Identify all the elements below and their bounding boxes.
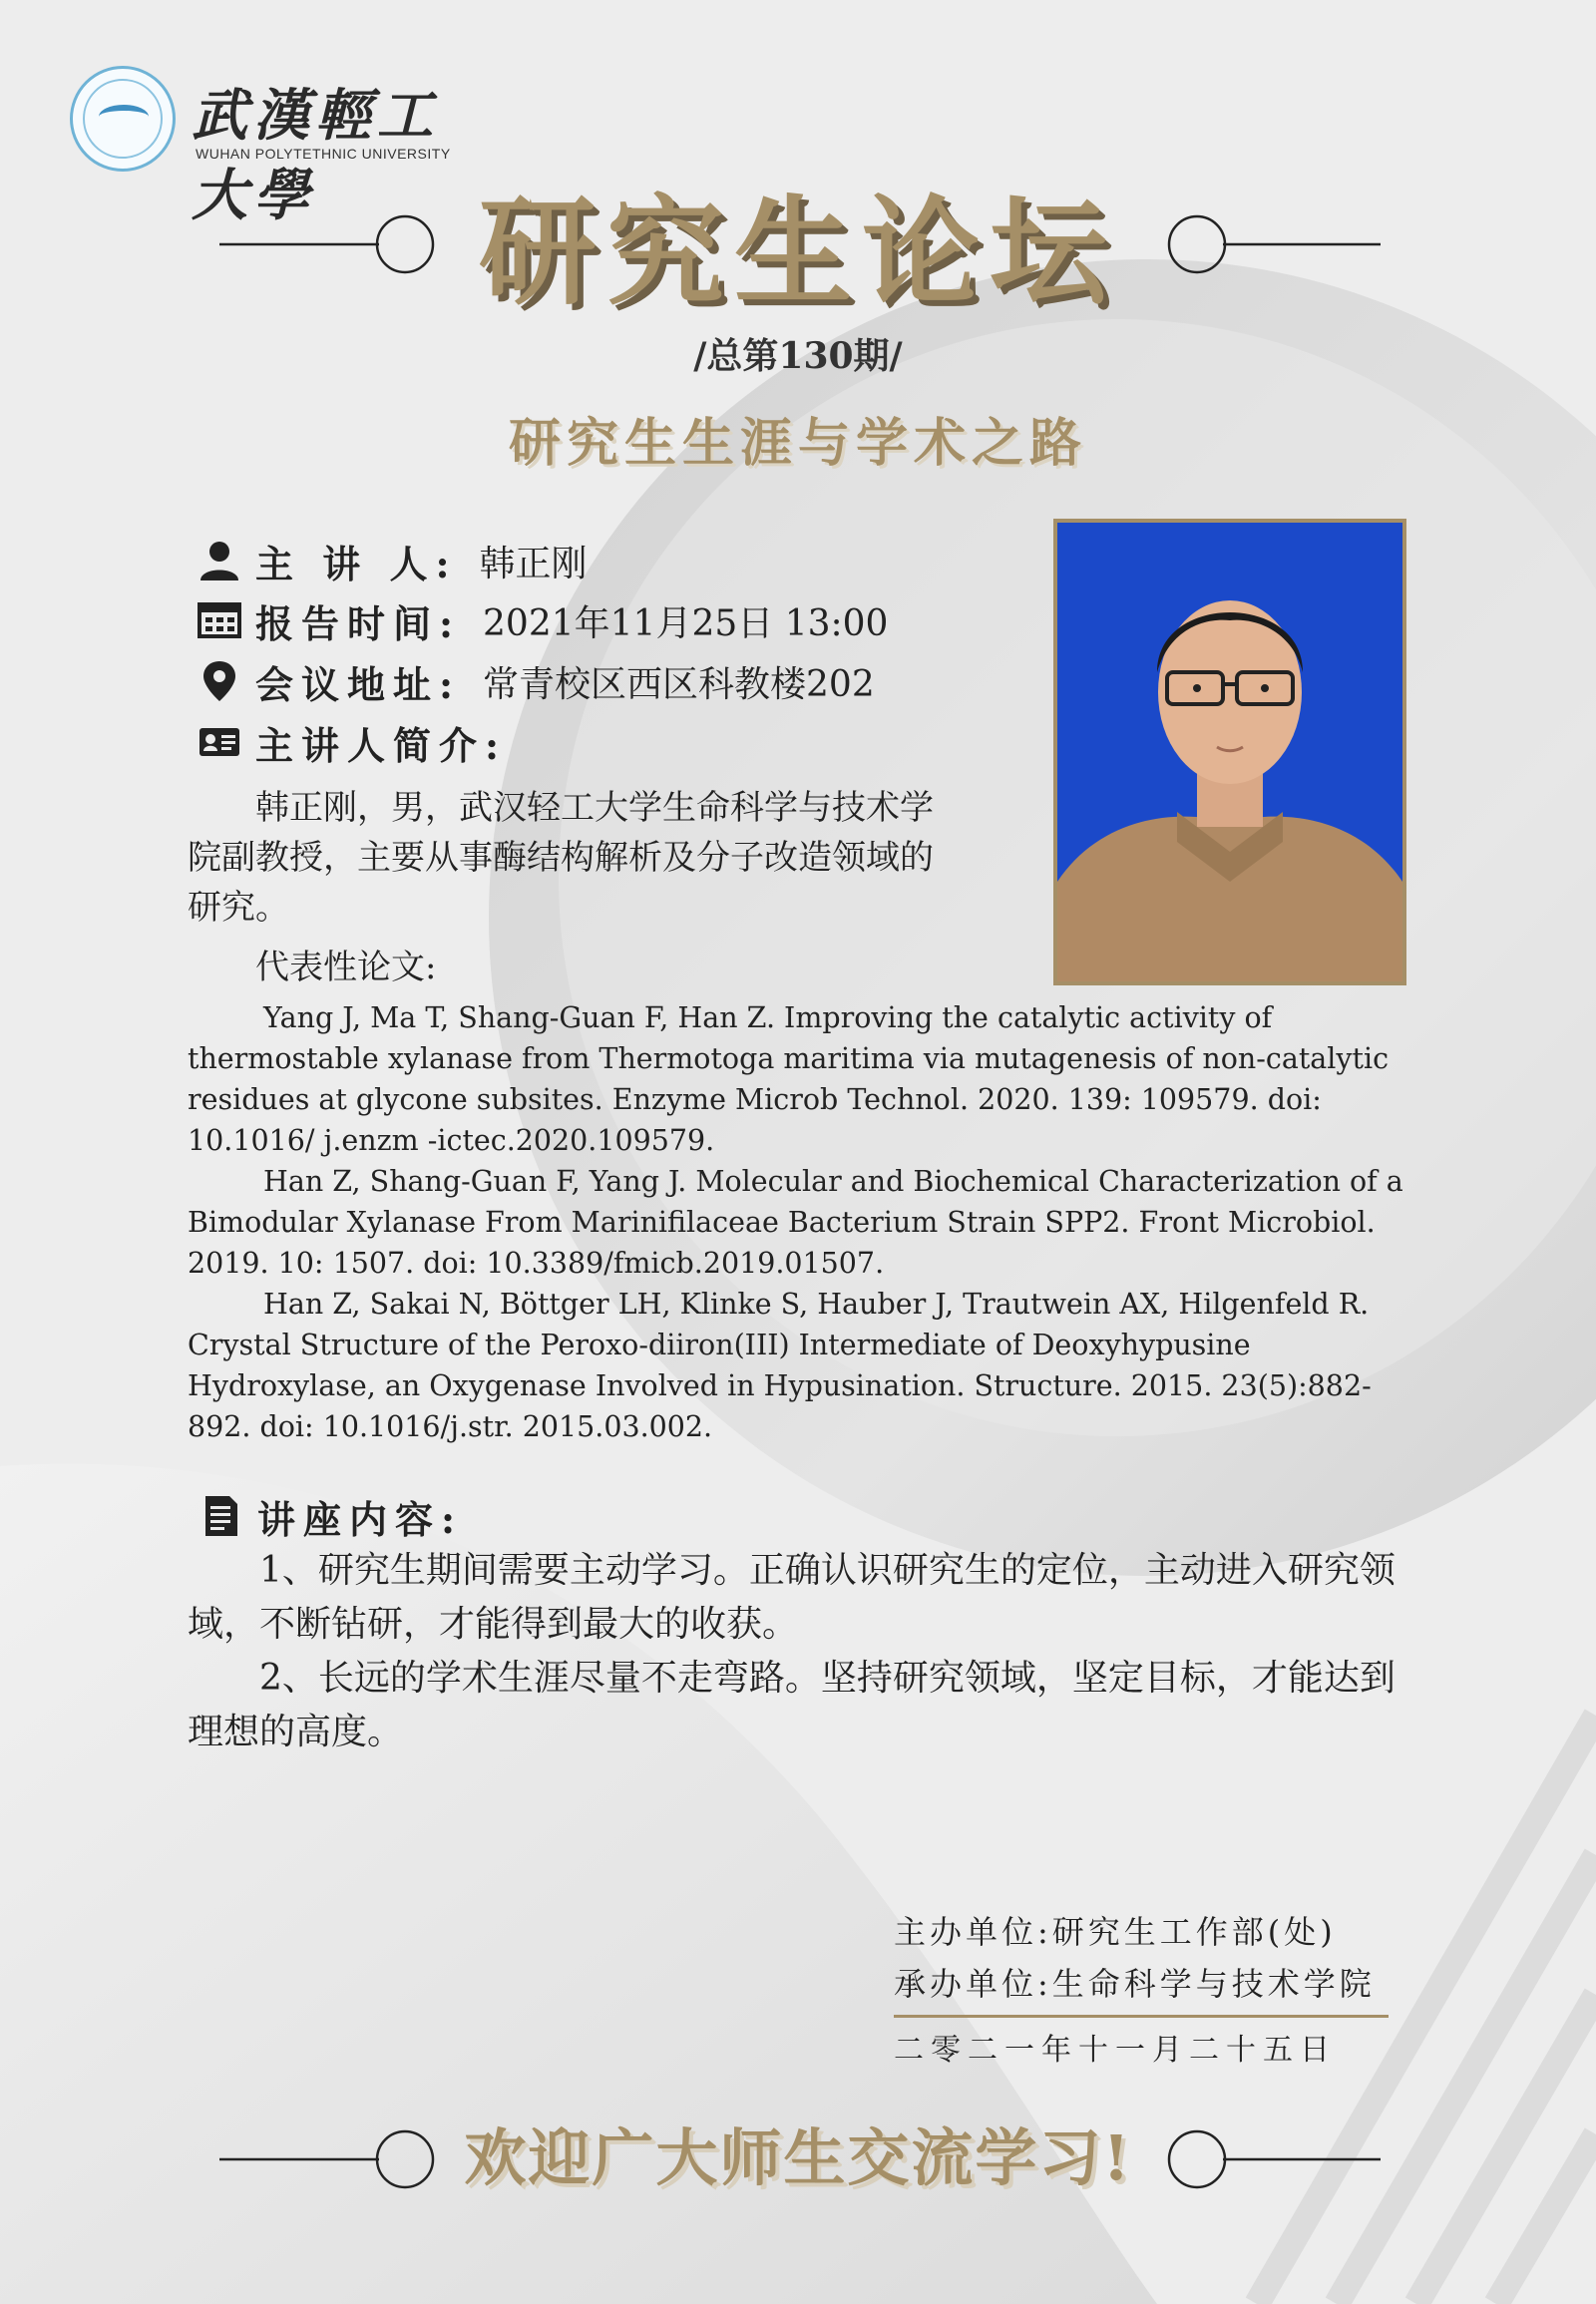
location-pin-icon [198,659,241,703]
intro-label: 主讲人简介: [255,722,508,768]
speaker-bio: 韩正刚，男，武汉轻工大学生命科学与技术学院副教授，主要从事酶结构解析及分子改造领域的研究。 [188,788,934,928]
issue-number: /总第130期/ [693,335,903,377]
venue-row [198,651,875,711]
university-name-en: WUHAN POLYTETHNIC UNIVERSITY [196,146,451,162]
time-label: 报告时间: [255,600,462,646]
paper-item: Yang J, Ma T, Shang-Guan F, Han Z. Improving the catalytic activity of thermostable xylanase from Thermotoga maritima via mutagenesis of non-catalytic residues at glycone subsites. Enzyme Microb Technol. 2020. 139: 109579. doi: 10.1016/ j.enzm -ictec.2020.109579. [188,1001,1390,1157]
speaker-label: 主 讲 人: [255,541,458,586]
speaker-row [198,531,588,590]
university-logo [70,66,489,228]
person-icon [198,539,241,582]
papers-list [188,997,1434,1447]
content-label: 讲座内容: [257,1496,464,1542]
papers-heading: 代表性论文: [255,948,437,987]
university-seal-icon [70,66,176,172]
document-icon [200,1494,243,1538]
portrait-illustration [1057,523,1402,981]
lecture-title: 研究生生涯与学术之路 [508,413,1087,474]
page-title: 研究生论坛 [478,183,1117,321]
content-item: 1、研究生期间需要主动学习。正确认识研究生的定位，主动进入研究领域，不断钻研，才能得到最大的收获。 [188,1550,1396,1645]
divider [894,2015,1389,2018]
speaker-photo [1053,519,1406,985]
paper-item: Han Z, Shang-Guan F, Yang J. Molecular and Biochemical Characterization of a Bimodular Xylanase From Marinifilaceae Bacterium Strain SPP2. Front Microbiol. 2019. 10: 1507. doi: 10.3389/fmicb.2019.01507. [188,1165,1403,1280]
lecture-content [188,1544,1414,1759]
id-card-icon [198,720,241,764]
time-value: 2021年11月25日 13:00 [483,602,889,644]
intro-row [198,712,507,772]
co-organizer: 承办单位:生命科学与技术学院 [894,1965,1376,2003]
calendar-icon [198,598,241,642]
venue-value: 常青校区西区科教楼202 [483,663,875,705]
paper-item: Han Z, Sakai N, Böttger LH, Klinke S, Hauber J, Trautwein AX, Hilgenfeld R. Crystal Structure of the Peroxo-diiron(III) Intermediate of Deoxyhypusine Hydroxylase, an Oxygenase Involved in Hypusination. Structure. 2015. 23(5):882-892. doi: 10.1016/j.str. 2015.03.002. [188,1288,1372,1443]
venue-label: 会议地址: [255,661,462,707]
content-heading-row [200,1486,463,1546]
welcome-slogan: 欢迎广大师生交流学习! [464,2121,1132,2194]
time-row [198,590,888,650]
issue-date: 二零二一年十一月二十五日 [894,2033,1337,2068]
organizer: 主办单位:研究生工作部(处) [894,1913,1337,1951]
content-item: 2、长远的学术生涯尽量不走弯路。坚持研究领域，坚定目标，才能达到理想的高度。 [188,1658,1396,1752]
university-name-cn: 武漢輕工大學 [192,83,439,228]
speaker-name: 韩正刚 [479,543,588,584]
